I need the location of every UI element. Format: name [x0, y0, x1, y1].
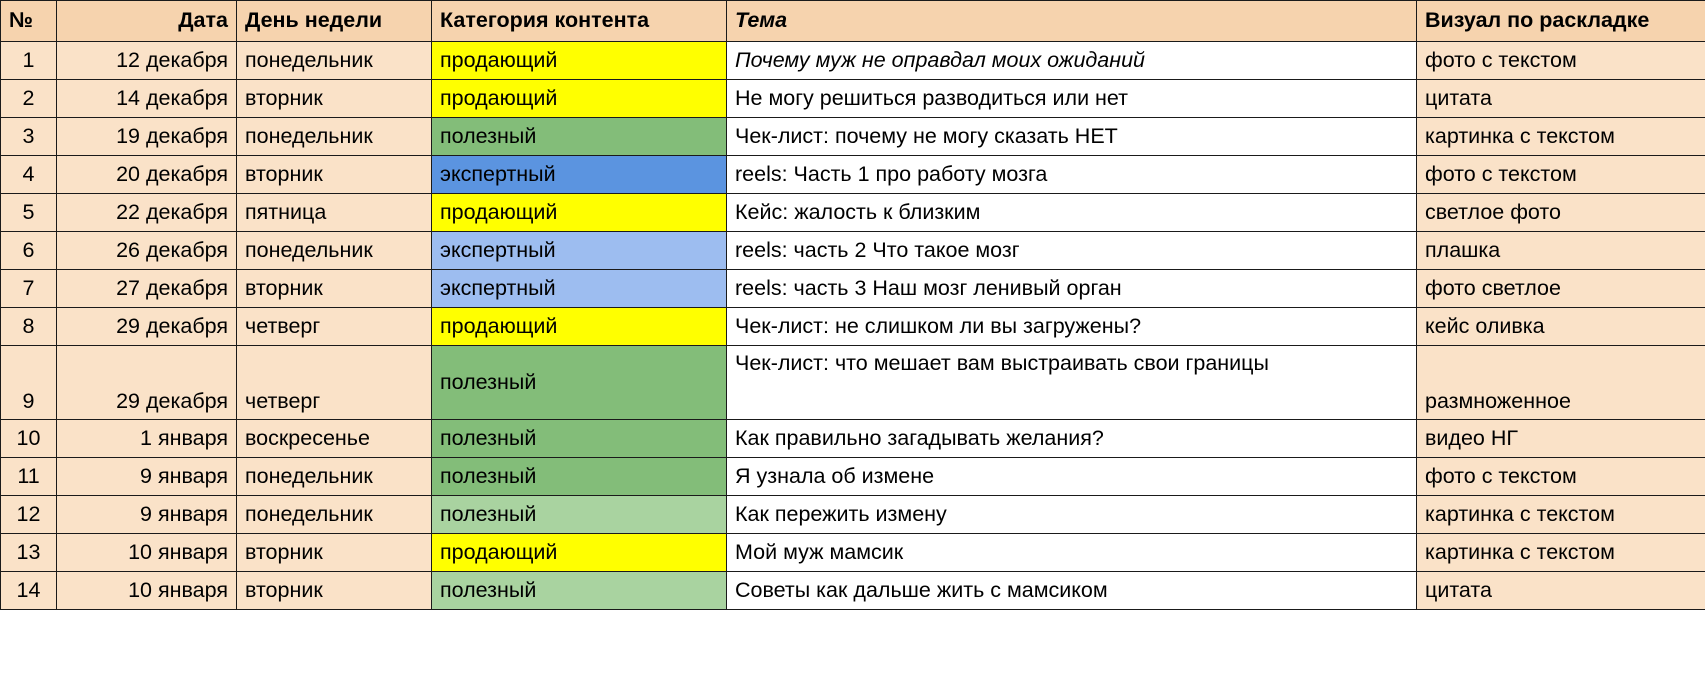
cell-visual[interactable]: картинка с текстом: [1417, 534, 1705, 572]
table-row[interactable]: [1, 458, 1705, 496]
table-row[interactable]: [1, 270, 1705, 308]
cell-topic[interactable]: reels: часть 3 Наш мозг ленивый орган: [727, 270, 1417, 308]
cell-topic[interactable]: Как пережить измену: [727, 496, 1417, 534]
cell-number[interactable]: 11: [1, 458, 57, 496]
cell-number[interactable]: 4: [1, 156, 57, 194]
cell-date[interactable]: 26 декабря: [57, 232, 237, 270]
cell-date[interactable]: 14 декабря: [57, 80, 237, 118]
cell-weekday[interactable]: вторник: [237, 156, 432, 194]
cell-number[interactable]: 7: [1, 270, 57, 308]
cell-visual[interactable]: цитата: [1417, 80, 1705, 118]
table-row[interactable]: [1, 156, 1705, 194]
cell-visual[interactable]: картинка с текстом: [1417, 496, 1705, 534]
cell-category[interactable]: полезный: [432, 420, 727, 458]
cell-weekday[interactable]: понедельник: [237, 458, 432, 496]
cell-visual[interactable]: светлое фото: [1417, 194, 1705, 232]
cell-weekday[interactable]: четверг: [237, 346, 432, 420]
cell-weekday[interactable]: пятница: [237, 194, 432, 232]
cell-number[interactable]: 10: [1, 420, 57, 458]
cell-date[interactable]: 10 января: [57, 534, 237, 572]
cell-category[interactable]: продающий: [432, 534, 727, 572]
cell-number[interactable]: 1: [1, 42, 57, 80]
cell-visual[interactable]: фото с текстом: [1417, 458, 1705, 496]
cell-number[interactable]: 5: [1, 194, 57, 232]
cell-topic[interactable]: Я узнала об измене: [727, 458, 1417, 496]
table-row[interactable]: [1, 308, 1705, 346]
cell-category[interactable]: экспертный: [432, 156, 727, 194]
cell-number[interactable]: 13: [1, 534, 57, 572]
table-row[interactable]: [1, 80, 1705, 118]
table-row[interactable]: [1, 42, 1705, 80]
cell-weekday[interactable]: понедельник: [237, 42, 432, 80]
cell-date[interactable]: 1 января: [57, 420, 237, 458]
table-row[interactable]: [1, 346, 1705, 420]
cell-date[interactable]: 29 декабря: [57, 346, 237, 420]
cell-number[interactable]: 12: [1, 496, 57, 534]
cell-visual[interactable]: видео НГ: [1417, 420, 1705, 458]
cell-topic[interactable]: Мой муж мамсик: [727, 534, 1417, 572]
cell-weekday[interactable]: воскресенье: [237, 420, 432, 458]
column-header-number: №: [1, 1, 57, 42]
cell-topic[interactable]: reels: часть 2 Что такое мозг: [727, 232, 1417, 270]
cell-topic[interactable]: Чек-лист: не слишком ли вы загружены?: [727, 308, 1417, 346]
cell-number[interactable]: 3: [1, 118, 57, 156]
cell-visual[interactable]: плашка: [1417, 232, 1705, 270]
cell-category[interactable]: полезный: [432, 572, 727, 610]
cell-number[interactable]: 14: [1, 572, 57, 610]
cell-category[interactable]: экспертный: [432, 270, 727, 308]
cell-date[interactable]: 27 декабря: [57, 270, 237, 308]
cell-topic[interactable]: reels: Часть 1 про работу мозга: [727, 156, 1417, 194]
cell-topic[interactable]: Чек-лист: почему не могу сказать НЕТ: [727, 118, 1417, 156]
cell-category[interactable]: продающий: [432, 42, 727, 80]
cell-number[interactable]: 8: [1, 308, 57, 346]
cell-weekday[interactable]: вторник: [237, 270, 432, 308]
cell-date[interactable]: 20 декабря: [57, 156, 237, 194]
cell-weekday[interactable]: четверг: [237, 308, 432, 346]
cell-category[interactable]: полезный: [432, 118, 727, 156]
table-row[interactable]: [1, 232, 1705, 270]
cell-category[interactable]: полезный: [432, 496, 727, 534]
cell-topic[interactable]: Как правильно загадывать желания?: [727, 420, 1417, 458]
table-row[interactable]: [1, 572, 1705, 610]
table-body: [1, 42, 1705, 610]
cell-date[interactable]: 10 января: [57, 572, 237, 610]
table-row[interactable]: [1, 194, 1705, 232]
column-header-topic: Тема: [727, 1, 1417, 42]
cell-weekday[interactable]: понедельник: [237, 118, 432, 156]
table-row[interactable]: [1, 118, 1705, 156]
cell-topic[interactable]: Кейс: жалость к близким: [727, 194, 1417, 232]
cell-topic[interactable]: Советы как дальше жить с мамсиком: [727, 572, 1417, 610]
column-header-visual: Визуал по раскладке: [1417, 1, 1705, 42]
cell-category[interactable]: экспертный: [432, 232, 727, 270]
cell-date[interactable]: 12 декабря: [57, 42, 237, 80]
cell-number[interactable]: 2: [1, 80, 57, 118]
cell-category[interactable]: полезный: [432, 346, 727, 420]
cell-number[interactable]: 9: [1, 346, 57, 420]
cell-visual[interactable]: размноженное: [1417, 346, 1705, 420]
cell-date[interactable]: 9 января: [57, 496, 237, 534]
cell-date[interactable]: 19 декабря: [57, 118, 237, 156]
cell-weekday[interactable]: вторник: [237, 572, 432, 610]
cell-topic[interactable]: Не могу решиться разводиться или нет: [727, 80, 1417, 118]
cell-date[interactable]: 9 января: [57, 458, 237, 496]
column-header-category: Категория контента: [432, 1, 727, 42]
cell-topic[interactable]: Чек-лист: что мешает вам выстраивать свои границы: [727, 346, 1417, 420]
cell-topic[interactable]: Почему муж не оправдал моих ожиданий: [727, 42, 1417, 80]
column-header-date: Дата: [57, 1, 237, 42]
cell-date[interactable]: 29 декабря: [57, 308, 237, 346]
cell-visual[interactable]: фото с текстом: [1417, 42, 1705, 80]
cell-category[interactable]: продающий: [432, 194, 727, 232]
column-header-weekday: День недели: [237, 1, 432, 42]
cell-weekday[interactable]: понедельник: [237, 496, 432, 534]
cell-number[interactable]: 6: [1, 232, 57, 270]
cell-weekday[interactable]: вторник: [237, 80, 432, 118]
cell-visual[interactable]: фото с текстом: [1417, 156, 1705, 194]
table-row[interactable]: [1, 420, 1705, 458]
cell-visual[interactable]: картинка с текстом: [1417, 118, 1705, 156]
table-header: [1, 1, 1705, 42]
cell-visual[interactable]: фото светлое: [1417, 270, 1705, 308]
table-row[interactable]: [1, 496, 1705, 534]
cell-weekday[interactable]: вторник: [237, 534, 432, 572]
cell-category[interactable]: продающий: [432, 308, 727, 346]
cell-category[interactable]: продающий: [432, 80, 727, 118]
cell-weekday[interactable]: понедельник: [237, 232, 432, 270]
cell-date[interactable]: 22 декабря: [57, 194, 237, 232]
cell-visual[interactable]: кейс оливка: [1417, 308, 1705, 346]
cell-visual[interactable]: цитата: [1417, 572, 1705, 610]
header-row: [1, 1, 1705, 42]
cell-category[interactable]: полезный: [432, 458, 727, 496]
table-row[interactable]: [1, 534, 1705, 572]
